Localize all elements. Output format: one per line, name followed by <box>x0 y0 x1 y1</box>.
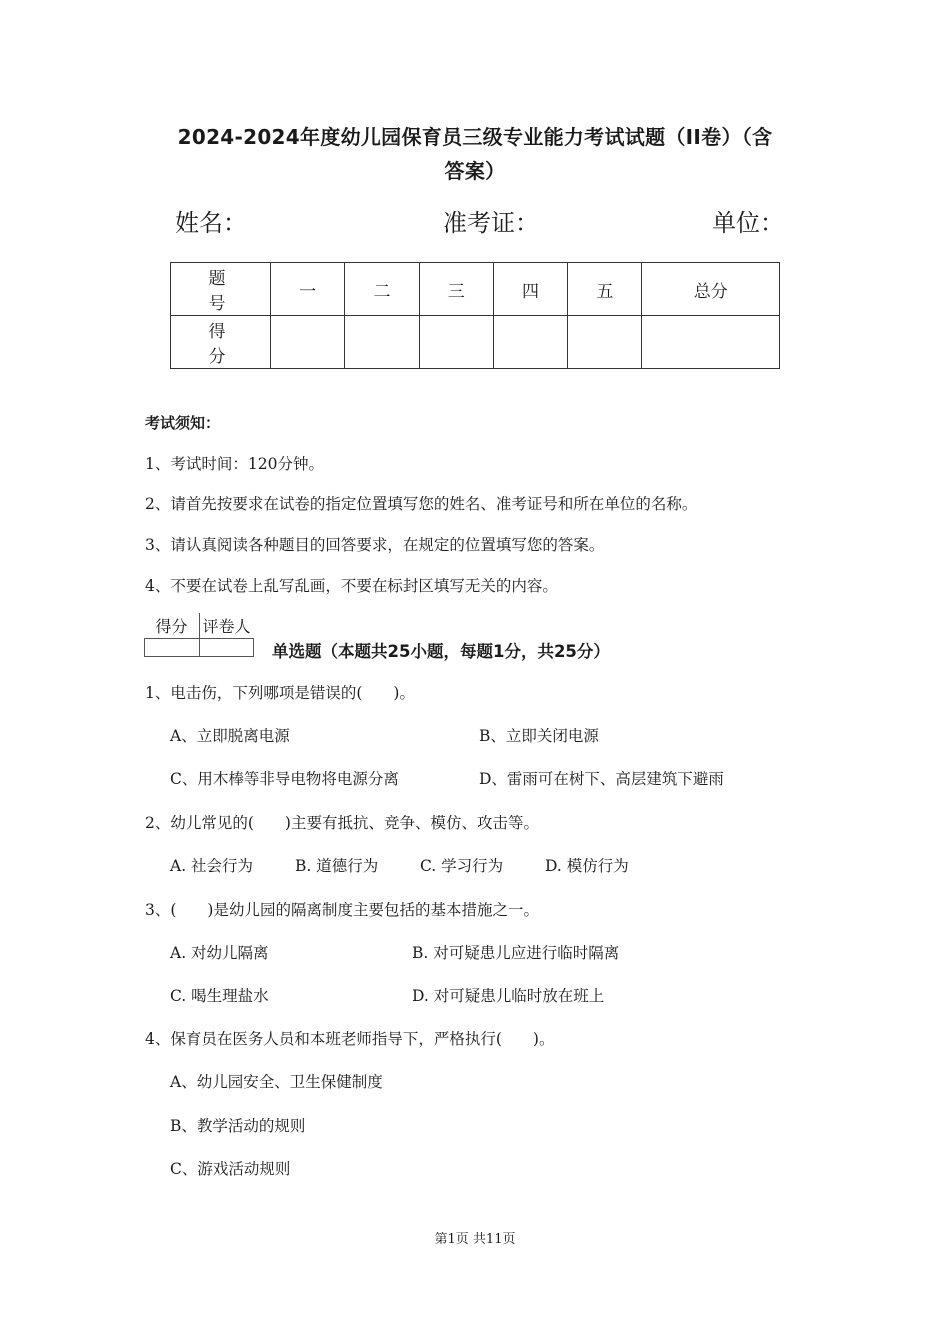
question-option: B. 对可疑患儿应进行临时隔离 <box>412 944 620 962</box>
section-title: 单选题（本题共25小题，每题1分，共25分） <box>272 642 610 661</box>
document-title <box>130 120 820 188</box>
question-stem: 4、保育员在医务人员和本班老师指导下，严格执行( )。 <box>145 1030 555 1048</box>
score-entry-cell[interactable] <box>271 316 345 369</box>
question-option: D、雷雨可在树下、高层建筑下避雨 <box>479 770 724 788</box>
score-entry-cell[interactable] <box>642 316 780 369</box>
score-header-cell: 总分 <box>642 263 780 316</box>
question-option: A. 对幼儿隔离 <box>170 944 269 962</box>
exam-number-label: 准考证： <box>443 209 539 237</box>
question-option: A、幼儿园安全、卫生保健制度 <box>170 1073 383 1091</box>
score-table <box>170 262 780 369</box>
question-option: D. 模仿行为 <box>545 857 629 875</box>
score-table-header-row <box>171 263 780 316</box>
question-option: C. 学习行为 <box>420 857 504 875</box>
grader-box <box>144 613 254 657</box>
question-option: C、游戏活动规则 <box>170 1160 291 1178</box>
notice-title: 考试须知： <box>145 414 221 432</box>
score-table-score-row <box>171 316 780 369</box>
question-option: C、用木棒等非导电物将电源分离 <box>170 770 399 788</box>
unit-label: 单位： <box>712 209 784 237</box>
question-option: D. 对可疑患儿临时放在班上 <box>412 987 605 1005</box>
score-header-cell: 二 <box>345 263 419 316</box>
question-option: B. 道德行为 <box>295 857 379 875</box>
grader-reviewer-cell[interactable] <box>199 639 254 657</box>
score-row-label: 得 分 <box>171 316 271 369</box>
grader-reviewer-label: 评卷人 <box>199 613 254 639</box>
notice-item: 4、不要在试卷上乱写乱画，不要在标封区填写无关的内容。 <box>145 577 558 595</box>
question-option: B、立即关闭电源 <box>479 727 599 745</box>
title-line-2: 答案） <box>444 159 506 183</box>
score-header-cell: 五 <box>568 263 642 316</box>
notice-item: 3、请认真阅读各种题目的回答要求，在规定的位置填写您的答案。 <box>145 536 605 554</box>
notice-item: 1、考试时间：120分钟。 <box>145 455 324 473</box>
question-option: A、立即脱离电源 <box>170 727 290 745</box>
score-entry-cell[interactable] <box>345 316 419 369</box>
score-entry-cell[interactable] <box>419 316 493 369</box>
question-option: A. 社会行为 <box>170 857 254 875</box>
question-stem: 1、电击伤，下列哪项是错误的( )。 <box>145 684 415 702</box>
question-option: C. 喝生理盐水 <box>170 987 269 1005</box>
score-entry-cell[interactable] <box>568 316 642 369</box>
question-stem: 2、幼儿常见的( )主要有抵抗、竞争、模仿、攻击等。 <box>145 814 539 832</box>
page-footer: 第1页 共11页 <box>434 1232 516 1247</box>
score-header-cell: 三 <box>419 263 493 316</box>
score-header-cell: 一 <box>271 263 345 316</box>
grader-score-label: 得分 <box>145 613 200 639</box>
name-label: 姓名： <box>175 209 247 237</box>
question-option: B、教学活动的规则 <box>170 1117 306 1135</box>
title-line-1: 2024-2024年度幼儿园保育员三级专业能力考试试题（II卷）（含 <box>177 125 773 149</box>
score-header-cell: 四 <box>493 263 567 316</box>
score-entry-cell[interactable] <box>493 316 567 369</box>
grader-score-cell[interactable] <box>145 639 200 657</box>
score-header-cell: 题 号 <box>171 263 271 316</box>
notice-item: 2、请首先按要求在试卷的指定位置填写您的姓名、准考证号和所在单位的名称。 <box>145 495 698 513</box>
question-stem: 3、( )是幼儿园的隔离制度主要包括的基本措施之一。 <box>145 901 539 919</box>
